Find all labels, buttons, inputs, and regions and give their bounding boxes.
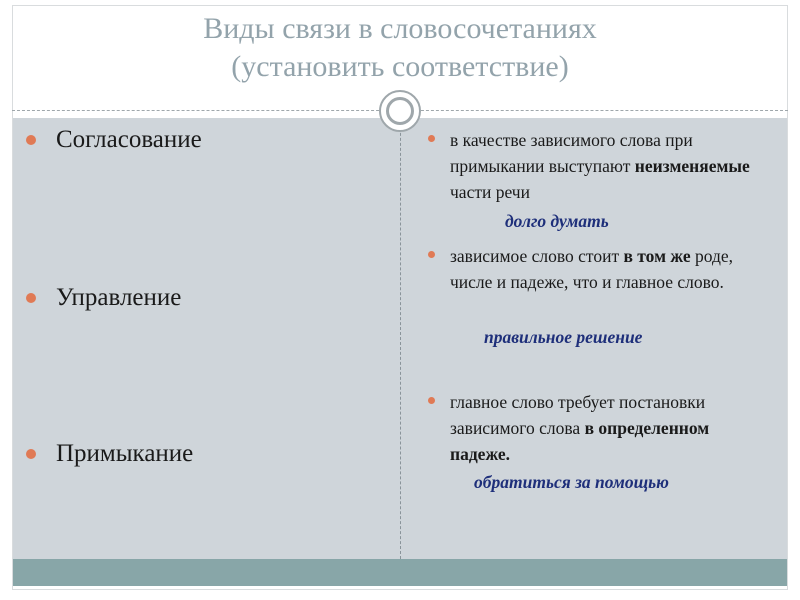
right-list-item — [428, 243, 773, 295]
right-item-text — [428, 127, 773, 205]
text-segment: части речи — [450, 182, 530, 202]
bullet-icon — [428, 251, 435, 258]
text-segment: роде, числе и падеже, что и главное слово. — [450, 246, 734, 292]
left-list-item — [26, 440, 193, 468]
title-line-1: Виды связи в словосочетаниях — [203, 12, 597, 45]
right-list-item — [428, 127, 773, 205]
text-segment: в качестве зависимого слова при примыкании выступают — [450, 130, 693, 176]
bullet-icon — [26, 135, 36, 145]
right-item-text — [428, 243, 773, 295]
left-list-item — [26, 126, 202, 154]
example-phrase: долго думать — [505, 211, 609, 231]
column-divider — [400, 118, 401, 559]
left-item-label: Примыкание — [56, 440, 194, 467]
example-phrase: обратиться за помощью — [474, 472, 669, 492]
right-list-item — [428, 389, 773, 467]
bold-segment: в том же — [623, 246, 691, 266]
text-segment: главное слово требует постановки зависимого слова — [450, 392, 706, 438]
bold-segment: в определенном падеже. — [450, 418, 710, 464]
left-item-label: Согласование — [56, 126, 202, 153]
left-list-item — [26, 284, 181, 312]
bullet-icon — [26, 293, 36, 303]
bullet-icon — [428, 397, 435, 404]
slide-title — [12, 10, 788, 86]
bullet-icon — [26, 449, 36, 459]
bold-segment: неизменяемые — [634, 156, 750, 176]
right-item-text — [428, 389, 773, 467]
title-line-2: (установить соответствие) — [231, 50, 569, 83]
footer-bar — [13, 559, 787, 586]
bullet-icon — [428, 135, 435, 142]
ring-ornament-icon — [379, 90, 421, 132]
example-phrase: правильное решение — [484, 327, 643, 347]
text-segment: зависимое слово стоит — [450, 246, 624, 266]
left-item-label: Управление — [56, 284, 182, 311]
